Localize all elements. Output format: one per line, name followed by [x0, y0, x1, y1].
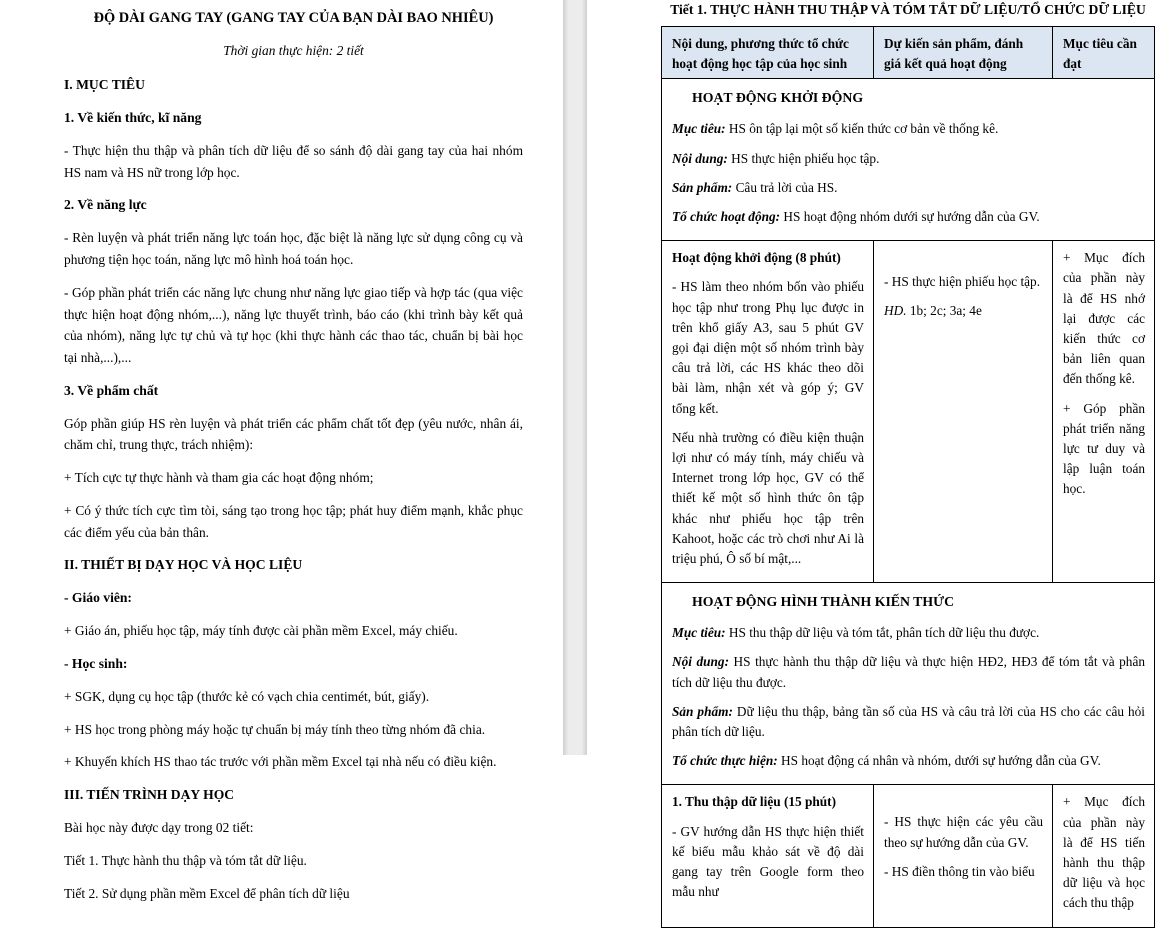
- table-row: [662, 583, 1155, 785]
- label: Mục tiêu:: [672, 625, 726, 641]
- paragraph: + Góp phần phát triển năng lực tư duy và lập luận toán học.: [1063, 400, 1145, 497]
- label-text: HS thực hành thu thập dữ liệu và thực hiện HĐ2, HĐ3 để tóm tắt và phân tích dữ liệu thu được.: [672, 654, 1145, 690]
- collect-products-cell: [874, 785, 1053, 927]
- paragraph: Nếu nhà trường có điều kiện thuận lợi như có máy tính, máy chiếu và Internet trong lớp học, GV có thể thiết kế một số hình thức ôn tập khác như phiếu học tập trên Kahoot, hoặc các trò chơi như Ai là triệu phú, Ô số bí mật,...: [672, 429, 864, 567]
- lesson-title: Tiết 1. THỰC HÀNH THU THẬP VÀ TÓM TẮT DỮ LIỆU/TỔ CHỨC DỮ LIỆU: [670, 2, 1146, 17]
- paragraph: + Tích cực tự thực hành và tham gia các hoạt động nhóm;: [64, 470, 374, 486]
- table-row: [662, 79, 1155, 241]
- paragraph: [672, 149, 1145, 169]
- label: Sản phẩm:: [672, 703, 733, 719]
- warmup-products-cell: [874, 241, 1053, 583]
- paragraph: - Rèn luyện và phát triển năng lực toán học, đặc biệt là năng lực sử dụng công cụ và phương tiện học toán, năng lực mô hình hoá toán học.: [64, 230, 523, 268]
- activity-knowledge-heading: HOẠT ĐỘNG HÌNH THÀNH KIẾN THỨC: [692, 594, 955, 610]
- section-2a-heading: - Giáo viên:: [64, 590, 132, 606]
- page-gutter: [563, 0, 587, 755]
- label-text: HS thực hiện phiếu học tập.: [731, 150, 880, 166]
- paragraph: [672, 178, 1145, 198]
- section-3-heading: III. TIẾN TRÌNH DẠY HỌC: [64, 787, 235, 803]
- warmup-goals-cell: [1053, 241, 1155, 583]
- section-1c-heading: 3. Về phẩm chất: [64, 382, 159, 398]
- table-row: [662, 785, 1155, 927]
- hd-label: HD.: [884, 303, 907, 319]
- label-text: HS thu thập dữ liệu và tóm tắt, phân tích dữ liệu thu được.: [728, 625, 1040, 641]
- paragraph: Bài học này được dạy trong 02 tiết:: [64, 820, 254, 836]
- paragraph: - HS làm theo nhóm bốn vào phiếu học tập như trong Phụ lục được in trên khổ giấy A3, sau 5 phút GV gọi đại diện một số nhóm trình bày câu trả lời, các HS khác theo dõi bài làm, nhận xét và góp ý; GV tổng kết.: [672, 279, 864, 416]
- paragraph: [672, 119, 1145, 139]
- label: Sản phẩm:: [672, 179, 733, 195]
- paragraph: - HS điền thông tin vào biểu: [884, 863, 1035, 879]
- paragraph: [672, 702, 1145, 742]
- collect-content-cell: [662, 785, 874, 927]
- paragraph: [672, 207, 1145, 227]
- paragraph: [672, 623, 1145, 643]
- paragraph: + Giáo án, phiếu học tập, máy tính được cài phần mềm Excel, máy chiếu.: [64, 623, 458, 639]
- label: Nội dung:: [672, 654, 729, 670]
- paragraph: [672, 751, 1145, 771]
- paragraph: - Thực hiện thu thập và phân tích dữ liệu để so sánh độ dài gang tay của hai nhóm HS nam và HS nữ trong lớp học.: [64, 143, 523, 180]
- label: Tổ chức thực hiện:: [672, 753, 778, 769]
- paragraph: [672, 652, 1145, 692]
- paragraph: + Khuyến khích HS thao tác trước với phần mềm Excel tại nhà nếu có điều kiện.: [64, 754, 497, 770]
- collect-activity-title: 1. Thu thập dữ liệu (15 phút): [672, 794, 837, 810]
- label-text: HS hoạt động cá nhân và nhóm, dưới sự hướng dẫn của GV.: [781, 753, 1101, 769]
- label-text: HS hoạt động nhóm dưới sự hướng dẫn của GV.: [783, 208, 1040, 224]
- paragraph: - Góp phần phát triển các năng lực chung như năng lực giao tiếp và hợp tác (qua việc thực hiện hoạt động nhóm,...), năng lực thuyết trình, báo cáo (khi trình bày kết quả của nhóm), năng lực tự chủ và tự học (khi thực hành các thao tác, chuẩn bị bài học tại nhà,...),...: [64, 284, 523, 365]
- activity-knowledge-summary-cell: [662, 583, 1155, 785]
- table-row: [662, 241, 1155, 583]
- label: Mục tiêu:: [672, 121, 726, 137]
- page-left: [0, 0, 563, 901]
- lesson-plan-table: [661, 26, 1155, 928]
- label-text: HS ôn tập lại một số kiến thức cơ bản về thống kê.: [728, 121, 999, 137]
- paragraph: Tiết 1. Thực hành thu thập và tóm tắt dữ liệu.: [64, 852, 307, 868]
- page-right: [587, 0, 1165, 911]
- section-1b-heading: 2. Về năng lực: [64, 197, 147, 213]
- table-header-row: [662, 27, 1155, 79]
- paragraph: + Mục đích của phần này là để HS tiến hành thu thập dữ liệu và học cách thu thập: [1063, 794, 1145, 911]
- section-1-heading: I. MỤC TIÊU: [64, 77, 145, 93]
- label-text: Câu trả lời của HS.: [735, 179, 838, 195]
- section-2b-heading: - Học sinh:: [64, 655, 128, 671]
- activity-warmup-heading: HOẠT ĐỘNG KHỞI ĐỘNG: [692, 90, 864, 106]
- warmup-content-cell: [662, 241, 874, 583]
- section-1a-heading: 1. Về kiến thức, kĩ năng: [64, 110, 202, 126]
- paragraph: [884, 301, 1043, 321]
- header-cell-goals: Mục tiêu cần đạt: [1053, 27, 1155, 79]
- label: Tổ chức hoạt động:: [672, 208, 781, 224]
- warmup-activity-title: Hoạt động khởi động (8 phút): [672, 250, 841, 266]
- activity-warmup-summary-cell: [662, 79, 1155, 241]
- header-cell-products: Dự kiến sản phẩm, đánh giá kết quả hoạt động: [874, 27, 1053, 79]
- hd-answers: 1b; 2c; 3a; 4e: [906, 303, 982, 319]
- paragraph: + Mục đích của phần này là để HS nhớ lại được các kiến thức cơ bản liên quan đến thống kê.: [1063, 250, 1145, 387]
- paragraph: + Có ý thức tích cực tìm tòi, sáng tạo trong học tập; phát huy điểm mạnh, khắc phục các điểm yếu của bản thân.: [64, 502, 523, 540]
- doc-title: ĐỘ DÀI GANG TAY (GANG TAY CỦA BẠN DÀI BAO NHIÊU): [93, 10, 494, 26]
- label: Nội dung:: [672, 150, 728, 166]
- paragraph: + HS học trong phòng máy hoặc tự chuẩn bị máy tính theo từng nhóm đã chia.: [64, 721, 486, 737]
- doc-subtitle: Thời gian thực hiện: 2 tiết: [223, 43, 364, 59]
- paragraph: - HS thực hiện phiếu học tập.: [884, 274, 1041, 290]
- paragraph: Tiết 2. Sử dụng phần mềm Excel để phân tích dữ liệu: [64, 885, 350, 901]
- section-2-heading: II. THIẾT BỊ DẠY HỌC VÀ HỌC LIỆU: [64, 557, 303, 573]
- label-text: Dữ liệu thu thập, bảng tần số của HS và câu trả lời của HS cho các câu hỏi phân tích dữ liệu.: [672, 703, 1146, 740]
- paragraph: + SGK, dụng cụ học tập (thước kẻ có vạch chia centimét, bút, giấy).: [64, 688, 430, 704]
- paragraph: - HS thực hiện các yêu cầu theo sự hướng dẫn của GV.: [884, 814, 1043, 850]
- collect-goals-cell: [1053, 785, 1155, 927]
- paragraph: - GV hướng dẫn HS thực hiện thiết kế biểu mẫu khảo sát về độ dài gang tay trên Google form theo mẫu như: [672, 823, 864, 900]
- header-cell-content: Nội dung, phương thức tổ chức hoạt động học tập của học sinh: [662, 27, 874, 79]
- paragraph: Góp phần giúp HS rèn luyện và phát triển các phẩm chất tốt đẹp (yêu nước, nhân ái, chăm chỉ, trung thực, trách nhiệm):: [64, 415, 523, 453]
